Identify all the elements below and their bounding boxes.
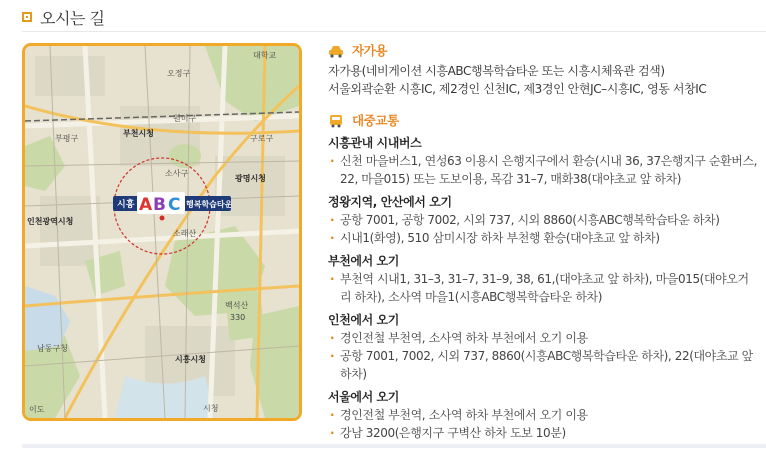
map-label-bupyeong: 부평구 [55, 134, 79, 143]
group-siheung-item-1: · 신천 마을버스1, 연성63 이용시 은행지구에서 환승(시내 36, 37은행지구 순환버스, 22, 마을015) 또는 도보이용, 목감 31–7, 매화38(대야초교 앞 하차) [328, 152, 758, 188]
group-jeongwang-item-1: · 공항 7001, 공항 7002, 시외 737, 시외 8860(시흥ABC행복학습타운 하차) [328, 211, 758, 229]
map-label-ojeong: 오정구 [167, 69, 191, 78]
transit-section-header [328, 110, 758, 132]
directions-panel [328, 40, 758, 442]
marker-right-text: 행복학습타운 [186, 200, 233, 209]
group-seoul-title: 서울에서 오기 [328, 390, 399, 404]
group-incheon-item-1: · 경인전철 부천역, 소사역 하차 부천에서 오기 이용 [328, 329, 758, 347]
group-siheung-title: 시흥관내 시내버스 [328, 136, 422, 150]
map-label-siheung-city: 시흥시청 [175, 355, 206, 364]
car-line-1: 자가용(네비게이션 시흥ABC행복학습타운 또는 시흥시체육관 검색) [328, 64, 665, 78]
group-jeongwang-item-2: · 시내1(화영), 510 삼미시장 하차 부천행 환승(대야초교 앞 하차) [328, 229, 758, 247]
map-label-road-330: 330 [230, 313, 246, 322]
marker-pin-icon [160, 216, 165, 221]
marker-logo-b: B [153, 195, 166, 215]
transit-section-title: 대중교통 [352, 113, 399, 128]
marker-logo-a: A [139, 195, 153, 215]
car-section-header [328, 40, 758, 62]
map-label-sorae: 소래산 [173, 229, 197, 238]
location-map[interactable] [22, 43, 302, 421]
group-bucheon-title: 부천에서 오기 [328, 254, 399, 268]
map-label-wonmi: 원미구 [173, 114, 197, 123]
map-image [25, 46, 299, 418]
marker-left-text: 시흥 [117, 200, 135, 210]
map-label-ido: 이도 [29, 405, 45, 414]
group-seoul-item-1: · 경인전철 부천역, 소사역 하차 부천에서 오기 이용 [328, 406, 758, 424]
map-label-guro: 구로구 [250, 134, 274, 143]
car-line-2: 서울외곽순환 시흥IC, 제2경인 신천IC, 제3경인 안현JC–시흥IC, 영동 서창IC [328, 82, 707, 96]
group-incheon-item-2: · 공항 7001, 7002, 시외 737, 8860(시흥ABC행복학습타운 하차), 22(대야초교 앞 하차) [328, 347, 758, 383]
group-bucheon-item-1: · 부천역 시내1, 31–3, 31–7, 31–9, 38, 61,(대야초교 앞 하차), 마을015(대야오거리 하차), 소사역 마을1(시흥ABC행복학습타운 하차) [328, 270, 758, 306]
group-incheon-title: 인천에서 오기 [328, 313, 399, 327]
page-title: 오시는 길 [40, 8, 105, 28]
square-bullet-icon [22, 12, 32, 22]
map-label-bucheon-city: 부천시청 [123, 129, 154, 138]
map-label-gwangmyeong-city: 광명시청 [235, 174, 266, 183]
map-label-baekseok: 백석산 [225, 301, 249, 310]
car-icon [328, 44, 344, 58]
map-label-sosa: 소사구 [165, 169, 189, 178]
map-label-incheon-city: 인천광역시청 [27, 217, 74, 226]
group-jeongwang-title: 정왕지역, 안산에서 오기 [328, 195, 452, 209]
group-seoul-item-2: · 강남 3200(은행지구 구벽산 하차 도보 10분) [328, 424, 758, 442]
map-label-namdong: 남동구청 [37, 344, 68, 353]
page-header [22, 6, 104, 28]
header-divider [22, 31, 766, 32]
bus-icon [328, 114, 344, 128]
map-label-university: 대학교 [253, 51, 277, 60]
car-section-title: 자가용 [352, 43, 388, 58]
map-label-siheung-office: 시청 [203, 404, 219, 413]
footer-divider [22, 444, 766, 448]
marker-logo-c: C [168, 195, 181, 215]
